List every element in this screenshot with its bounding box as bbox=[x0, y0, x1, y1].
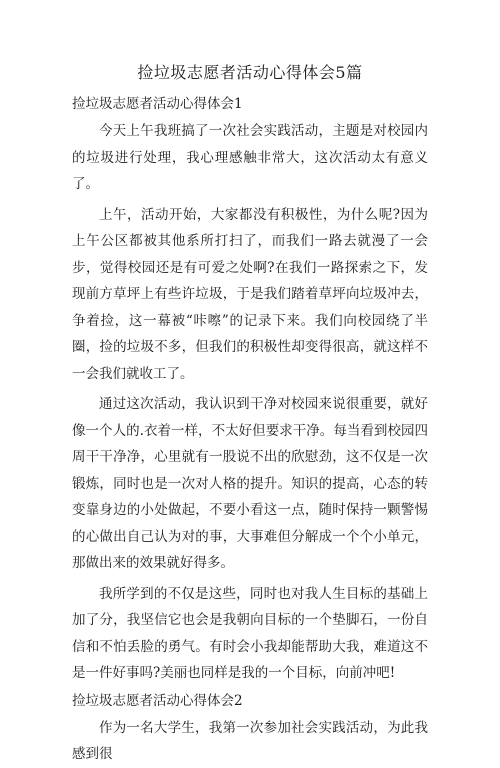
document-title: 捡垃圾志愿者活动心得体会5篇 bbox=[137, 63, 363, 82]
paragraph: 通过这次活动，我认识到干净对校园来说很重要，就好像一个人的.衣着一样，不太好但要求干净。每当看到校园四周干干净净，心里就有一股说不出的欣慰劲，这不仅是一次锻炼，同时也是一次对人格的提升。知识的提高，心态的转变靠身边的小处做起，不要小看这一点，随时保持一颗警惕的心做出自己认为对的事，大事难但分解成一个个小单元，那做出来的效果就好得多。 bbox=[72, 396, 428, 571]
paragraph: 我所学到的不仅是这些，同时也对我人生目标的基础上加了分，我坚信它也会是我朝向目标的一个垫脚石，一份自信和不怕丢脸的勇气。有时会小我却能帮助大我，难道这不是一件好事吗?美丽也同样是我的一个目标，向前冲吧! bbox=[72, 585, 428, 681]
paragraph: 作为一名大学生，我第一次参加社会实践活动，为此我感到很 bbox=[72, 719, 428, 762]
section-heading: 捡垃圾志愿者活动心得体会1 bbox=[72, 96, 243, 112]
paragraph: 今天上午我班搞了一次社会实践活动，主题是对校园内的垃圾进行处理，我心理感触非常大，这次活动太有意义了。 bbox=[72, 123, 428, 192]
section-heading: 捡垃圾志愿者活动心得体会2 bbox=[72, 692, 243, 709]
section-2 bbox=[72, 691, 428, 768]
paragraph: 上午，活动开始，大家都没有积极性，为什么呢?因为上午公区都被其他系所打扫了，而我们一路去就漫了一会步，觉得校园还是有可爱之处啊?在我们一路探索之下，发现前方草坪上有些许垃圾，于是我们踏着草坪向垃圾冲去，争着捡，这一幕被“咔嚓”的记录下来。我们向校园绕了半圈，捡的垃圾不多，但我们的积极性却变得很高，就这样不一会我们就收工了。 bbox=[72, 206, 428, 382]
section-1 bbox=[72, 94, 428, 687]
